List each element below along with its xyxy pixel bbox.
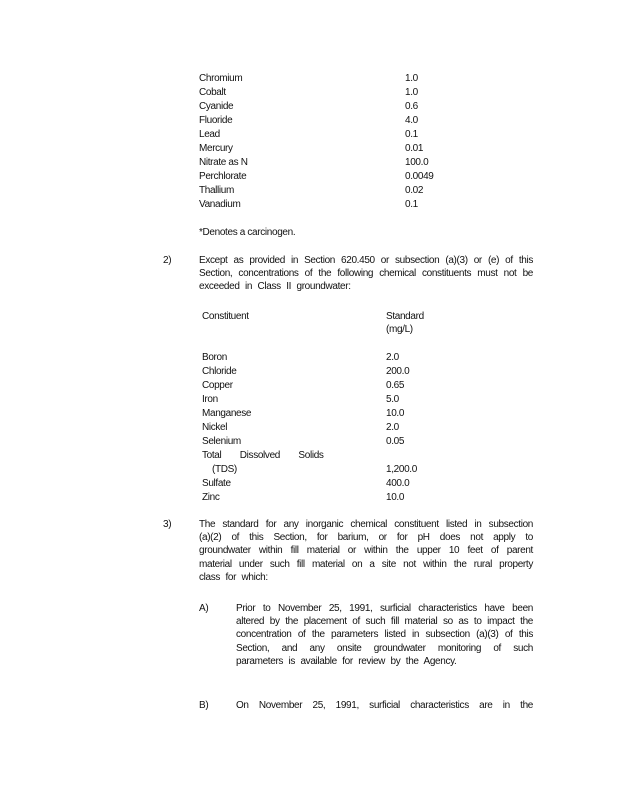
constituent-value: 0.02 [405,185,424,196]
constituent-value: 0.05 [386,436,405,447]
section-2-number: 2) [163,255,172,266]
item-a-label: A) [199,603,209,614]
constituent-value: 5.0 [386,394,399,405]
constituent-name: Cobalt [199,87,226,98]
constituent-value: 0.01 [405,143,424,154]
constituent-name: Thallium [199,185,234,196]
constituent-value: 0.0049 [405,171,434,182]
constituent-value: 4.0 [405,115,418,126]
constituent-value: 200.0 [386,366,410,377]
constituent-name: Vanadium [199,199,241,210]
constituent-value: 10.0 [386,492,405,503]
constituent-value: 10.0 [386,408,405,419]
constituent-name: Chloride [202,366,237,377]
constituent-value: 1.0 [405,87,418,98]
constituent-name: Copper [202,380,233,391]
constituent-name: Nickel [202,422,228,433]
table-2-header-units: (mg/L) [386,324,413,335]
constituent-value: 2.0 [386,422,399,433]
constituent-name: Manganese [202,408,252,419]
constituent-value: 0.1 [405,129,418,140]
constituent-name: Nitrate as N [199,157,248,168]
tds-label: Total Dissolved Solids [202,450,324,461]
tds-value: 1,200.0 [386,464,417,475]
section-2-text: Except as provided in Section 620.450 or subsection (a)(3) or (e) of this Section, concentrations of the following chemical constituents must not be exceeded in Class II groundwater: [199,255,533,293]
tds-abbrev: (TDS) [212,464,237,475]
constituent-value: 0.65 [386,380,405,391]
constituent-value: 2.0 [386,352,399,363]
constituent-name: Perchlorate [199,171,247,182]
carcinogen-footnote: *Denotes a carcinogen. [199,227,296,238]
constituent-name: Sulfate [202,478,231,489]
item-a-text: Prior to November 25, 1991, surficial characteristics have been altered by the placement of such fill material so as to impact the concentration of the parameters listed in subsection (a)(3) of this Section, and any onsite groundwater monitoring of such parameters is available for review by the Agency. [236,603,533,667]
constituent-name: Mercury [199,143,233,154]
constituent-name: Lead [199,129,220,140]
constituent-name: Zinc [202,492,220,503]
constituent-value: 0.1 [405,199,418,210]
section-3-text: The standard for any inorganic chemical constituent listed in subsection (a)(2) of this Section, for barium, or for pH does not apply to groundwater within fill material or within the upper 10 feet of parent material under such fill material on a site not within the rural property class for which: [199,519,533,583]
constituent-value: 0.6 [405,101,418,112]
constituent-name: Fluoride [199,115,233,126]
section-3-number: 3) [163,519,172,530]
constituent-name: Boron [202,352,227,363]
constituent-value: 400.0 [386,478,410,489]
item-b-label: B) [199,700,209,711]
constituent-name: Selenium [202,436,241,447]
item-b-text: On November 25, 1991, surficial characteristics are in the [236,700,533,711]
constituent-name: Chromium [199,73,243,84]
constituent-name: Iron [202,394,218,405]
constituent-value: 100.0 [405,157,429,168]
constituent-value: 1.0 [405,73,418,84]
table-2-header-constituent: Constituent [202,311,249,322]
constituent-name: Cyanide [199,101,234,112]
table-2-header-standard: Standard [386,311,424,322]
